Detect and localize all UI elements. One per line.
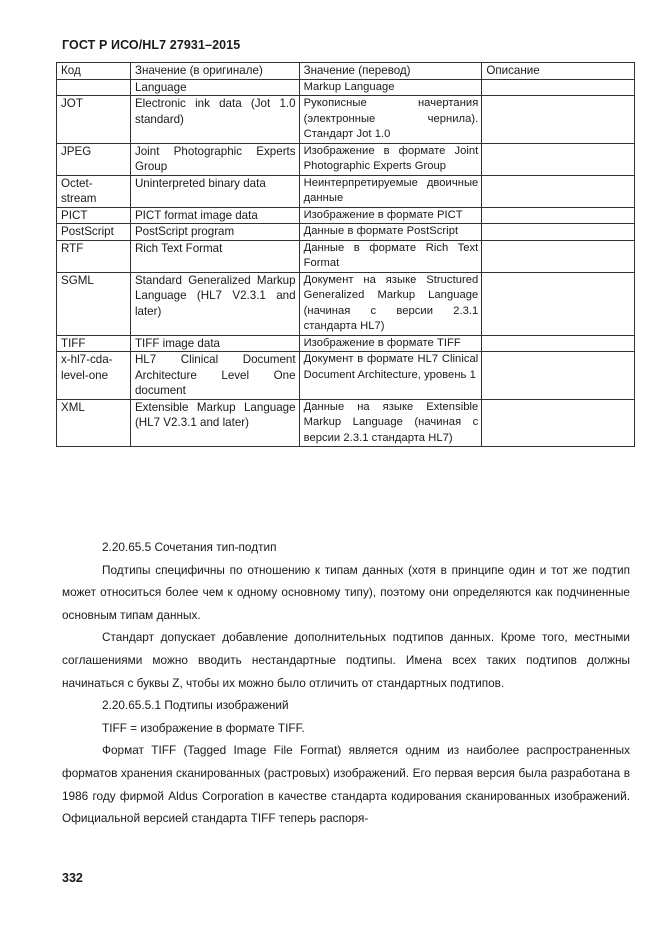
cell-original: Electronic ink data (Jot 1.0 standard): [130, 96, 299, 144]
cell-original: Rich Text Format: [130, 240, 299, 272]
subsection-heading: 2.20.65.5.1 Подтипы изображений: [102, 698, 289, 713]
cell-code: TIFF: [57, 335, 131, 352]
cell-code: RTF: [57, 240, 131, 272]
cell-translation: Рукописные начертания (электронные чернила). Стандарт Jot 1.0: [299, 96, 482, 144]
cell-translation: Изображение в формате Joint Photographic Experts Group: [299, 143, 482, 175]
cell-description: [482, 96, 635, 144]
table-row: [57, 335, 635, 352]
table-row: [57, 272, 635, 335]
subtype-table: [56, 62, 635, 447]
cell-translation: Markup Language: [299, 79, 482, 96]
table-header-row: [57, 63, 635, 80]
cell-code: JPEG: [57, 143, 131, 175]
paragraph: Стандарт допускает добавление дополнительных подтипов данных. Кроме того, местными соглашениями можно вводить нестандартные подтипы. Имена всех таких подтипов должны начинаться с буквы Z, чтобы их можно было отличить от стандартных подтипов.: [62, 630, 630, 690]
table-row: [57, 240, 635, 272]
cell-description: [482, 143, 635, 175]
cell-code: Octet-stream: [57, 175, 131, 207]
cell-translation: Данные на языке Extensible Markup Language (начиная с версии 2.3.1 стандарта HL7): [299, 399, 482, 447]
cell-code: [57, 79, 131, 96]
cell-translation: Неинтерпретируемые двоичные данные: [299, 175, 482, 207]
cell-original: PostScript program: [130, 224, 299, 241]
cell-code: PostScript: [57, 224, 131, 241]
column-header-original: Значение (в оригинале): [130, 63, 299, 80]
column-header-description: Описание: [482, 63, 635, 80]
cell-original: Uninterpreted binary data: [130, 175, 299, 207]
body-text: [62, 536, 630, 830]
table-row: [57, 79, 635, 96]
table-row: [57, 96, 635, 144]
cell-description: [482, 335, 635, 352]
cell-translation: Данные в формате Rich Text Format: [299, 240, 482, 272]
table-row: [57, 207, 635, 224]
table-row: [57, 352, 635, 400]
table-row: [57, 224, 635, 241]
cell-code: x-hl7-cda-level-one: [57, 352, 131, 400]
cell-translation: Документ в формате HL7 Clinical Document Architecture, уровень 1: [299, 352, 482, 400]
cell-original: HL7 Clinical Document Architecture Level One document: [130, 352, 299, 400]
paragraph: TIFF = изображение в формате TIFF.: [102, 720, 305, 735]
column-header-translation: Значение (перевод): [299, 63, 482, 80]
cell-translation: Изображение в формате TIFF: [299, 335, 482, 352]
table-row: [57, 175, 635, 207]
column-header-code: Код: [57, 63, 131, 80]
table-row: [57, 143, 635, 175]
table-row: [57, 399, 635, 447]
cell-description: [482, 224, 635, 241]
cell-original: PICT format image data: [130, 207, 299, 224]
cell-description: [482, 175, 635, 207]
cell-description: [482, 352, 635, 400]
cell-description: [482, 207, 635, 224]
cell-code: JOT: [57, 96, 131, 144]
cell-description: [482, 240, 635, 272]
cell-original: Standard Generalized Markup Language (HL7 V2.3.1 and later): [130, 272, 299, 335]
cell-original: Language: [130, 79, 299, 96]
cell-original: Extensible Markup Language (HL7 V2.3.1 and later): [130, 399, 299, 447]
cell-translation: Данные в формате PostScript: [299, 224, 482, 241]
cell-description: [482, 272, 635, 335]
cell-code: XML: [57, 399, 131, 447]
paragraph: Формат TIFF (Tagged Image File Format) является одним из наиболее распространенных форматов хранения сканированных (растровых) изображений. Его первая версия была разработана в 1986 году фирмой Aldus Corporation в качестве стандарта кодирования сканированных изображений. Официальной версией стандарта TIFF теперь распоря-: [62, 743, 630, 826]
document-header: ГОСТ Р ИСО/HL7 27931–2015: [62, 38, 241, 52]
cell-code: SGML: [57, 272, 131, 335]
cell-translation: Документ на языке Structured Generalized Markup Language (начиная с версии 2.3.1 стандарта HL7): [299, 272, 482, 335]
cell-description: [482, 79, 635, 96]
page-number: 332: [62, 871, 83, 885]
paragraph: Подтипы специфичны по отношению к типам данных (хотя в принципе один и тот же подтип может относиться более чем к одному основному типу), поэтому они определяются как подчиненные основным типам данных.: [62, 562, 630, 622]
cell-translation: Изображение в формате PICT: [299, 207, 482, 224]
cell-code: PICT: [57, 207, 131, 224]
section-heading: 2.20.65.5 Сочетания тип-подтип: [102, 540, 277, 554]
cell-original: TIFF image data: [130, 335, 299, 352]
cell-original: Joint Photographic Experts Group: [130, 143, 299, 175]
cell-description: [482, 399, 635, 447]
